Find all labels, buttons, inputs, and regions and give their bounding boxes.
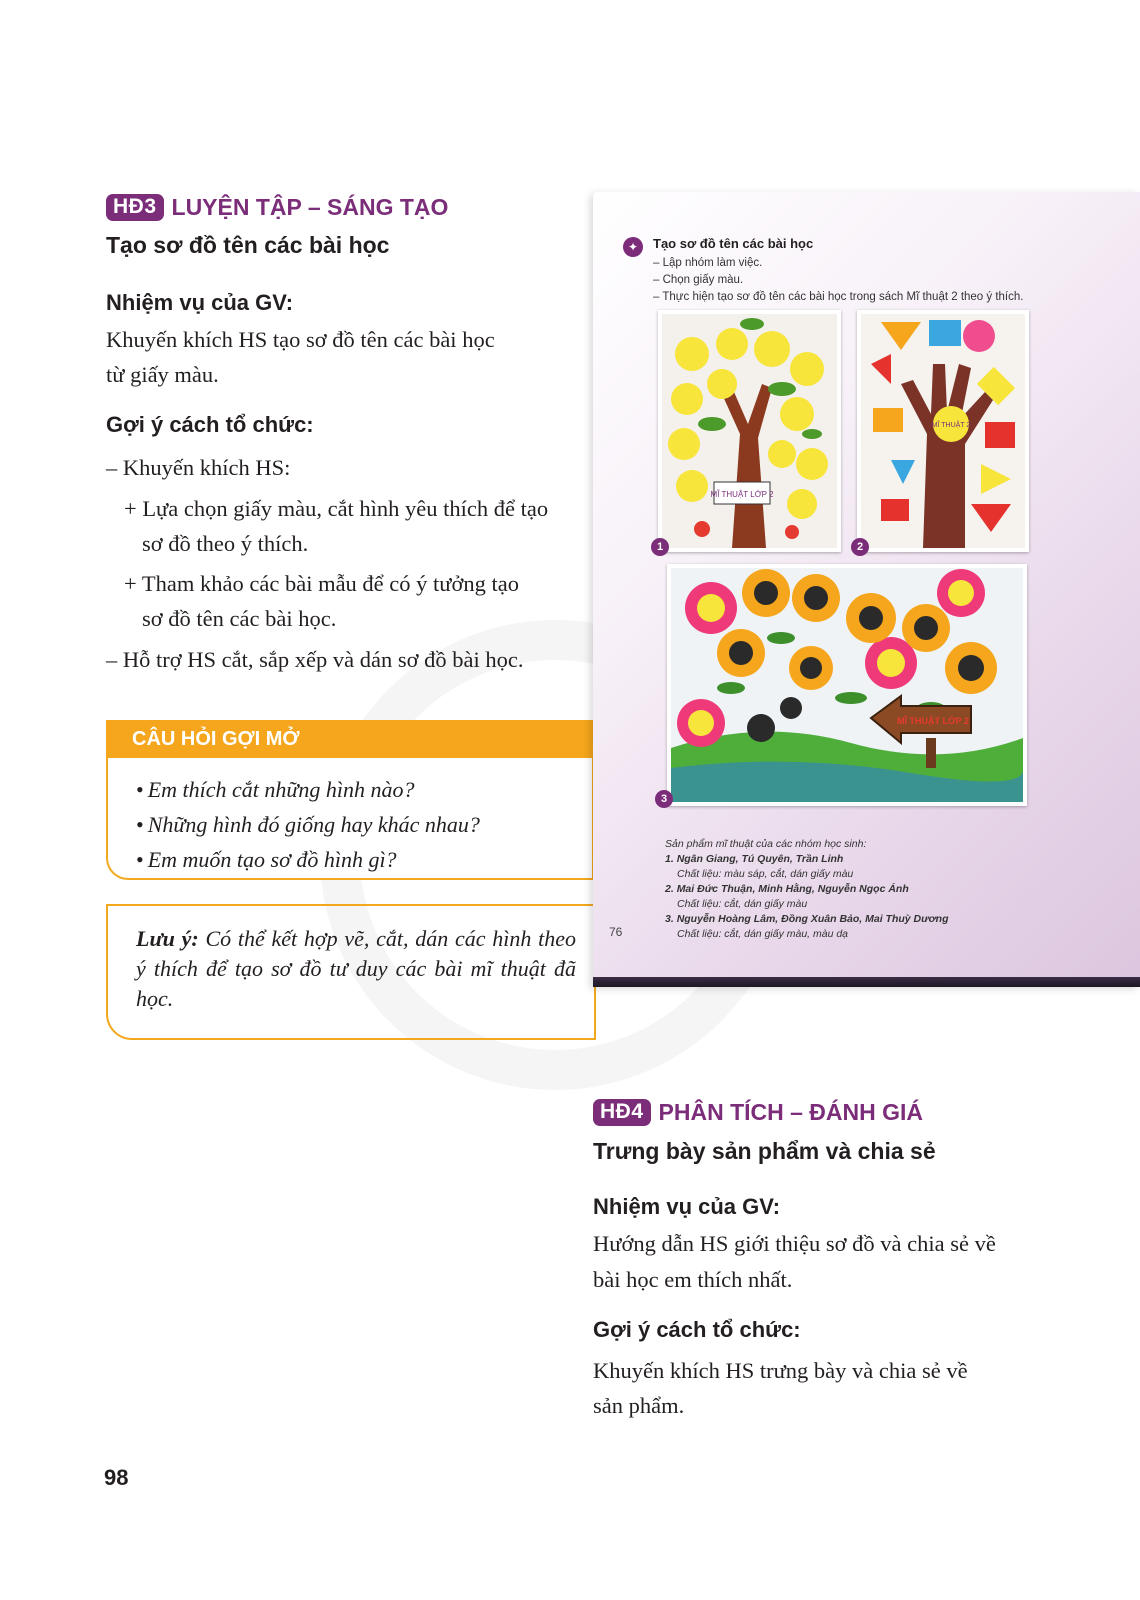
- credit-item: 2. Mai Đức Thuận, Minh Hằng, Nguyễn Ngọc Ánh Chất liệu: cắt, dán giấy màu: [665, 883, 909, 910]
- artwork-photo-3: [667, 564, 1027, 806]
- credits-list: [665, 852, 1085, 942]
- book-credits: [665, 837, 1085, 942]
- credit-item: 1. Ngân Giang, Tú Quyên, Trần Linh Chất liệu: màu sáp, cắt, dán giấy màu: [665, 853, 854, 880]
- hd4-task-line2: bài học em thích nhất.: [593, 1267, 793, 1292]
- lightbulb-icon: ✦: [623, 237, 643, 257]
- hand-tree-artwork-2: [861, 314, 1025, 548]
- question-box: [106, 720, 594, 880]
- hd3-org-item: sơ đồ tên các bài học.: [142, 606, 337, 631]
- hd3-header: [106, 193, 448, 221]
- hd3-title: LUYỆN TẬP – SÁNG TẠO: [171, 194, 449, 220]
- note-box: [106, 904, 596, 1040]
- hd3-task-line2: từ giấy màu.: [106, 362, 219, 387]
- hd3-org-item: – Khuyến khích HS:: [106, 455, 291, 480]
- hd3-org-item: – Hỗ trợ HS cắt, sắp xếp và dán sơ đồ bài học.: [106, 647, 524, 672]
- credits-intro: Sản phẩm mĩ thuật của các nhóm học sinh:: [665, 838, 867, 850]
- hd3-task-line1: Khuyến khích HS tạo sơ đồ tên các bài học: [106, 327, 495, 352]
- photo-number: 1: [651, 538, 669, 556]
- book-steps: – Lập nhóm làm việc. – Chọn giấy màu. – Thực hiện tạo sơ đồ tên các bài học trong sách Mĩ thuật 2 theo ý thích.: [653, 257, 1024, 303]
- book-title: Tạo sơ đồ tên các bài học: [653, 236, 814, 251]
- hd4-title: PHÂN TÍCH – ĐÁNH GIÁ: [658, 1099, 924, 1125]
- hd4-org-line2: sản phẩm.: [593, 1393, 685, 1418]
- hd4-badge: HĐ4: [593, 1099, 651, 1126]
- hd3-org-item: + Lựa chọn giấy màu, cắt hình yêu thích để tạo: [124, 496, 549, 521]
- book-edge: [593, 977, 1140, 987]
- page-number: 98: [104, 1465, 129, 1490]
- hd3-task-heading: Nhiệm vụ của GV:: [106, 290, 294, 315]
- flower-artwork-3: [671, 568, 1023, 802]
- photo1-label: MĨ THUẬT LỚP 2: [710, 490, 774, 499]
- hd4-org-line1: Khuyến khích HS trưng bày và chia sẻ về: [593, 1358, 968, 1383]
- credit-item: 3. Nguyễn Hoàng Lâm, Đồng Xuân Bảo, Mai Thuỳ Dương Chất liệu: cắt, dán giấy màu, màu dạ: [665, 913, 949, 940]
- artwork-photo-2: [857, 310, 1029, 552]
- photo2-label: MĨ THUẬT 2: [931, 422, 971, 429]
- question-box-heading: CÂU HỎI GỢI MỞ: [106, 720, 596, 758]
- artwork-photo-1: [658, 310, 841, 552]
- hd3-org-heading: Gợi ý cách tổ chức:: [106, 412, 314, 437]
- question-item: • Em muốn tạo sơ đồ hình gì?: [136, 847, 397, 872]
- question-item: • Em thích cắt những hình nào?: [136, 777, 415, 802]
- note-text: Lưu ý: Có thể kết hợp vẽ, cắt, dán các hình theo ý thích để tạo sơ đồ tư duy các bài mĩ thuật đã học.: [136, 926, 577, 1011]
- textbook-page-image: [593, 192, 1140, 987]
- book-page-number: 76: [609, 925, 623, 939]
- tree-artwork-1: [662, 314, 837, 548]
- question-item: • Những hình đó giống hay khác nhau?: [136, 812, 480, 837]
- note-label: Lưu ý:: [136, 926, 199, 951]
- photo-number: 2: [851, 538, 869, 556]
- photo-number: 3: [655, 790, 673, 808]
- hd3-org-item: sơ đồ theo ý thích.: [142, 531, 309, 556]
- hd3-badge: HĐ3: [106, 194, 164, 221]
- hd4-org-heading: Gợi ý cách tổ chức:: [593, 1317, 801, 1342]
- hd4-task-heading: Nhiệm vụ của GV:: [593, 1194, 781, 1219]
- hd4-section-title: Trưng bày sản phẩm và chia sẻ: [593, 1138, 936, 1164]
- hd4-header: [593, 1098, 923, 1126]
- hd3-section-title: Tạo sơ đồ tên các bài học: [106, 232, 390, 258]
- hd4-task-line1: Hướng dẫn HS giới thiệu sơ đồ và chia sẻ về: [593, 1231, 996, 1256]
- photo3-label: MĨ THUẬT LỚP 2: [896, 716, 970, 726]
- question-list: [136, 772, 480, 877]
- hd3-org-item: + Tham khảo các bài mẫu để có ý tưởng tạo: [124, 571, 519, 596]
